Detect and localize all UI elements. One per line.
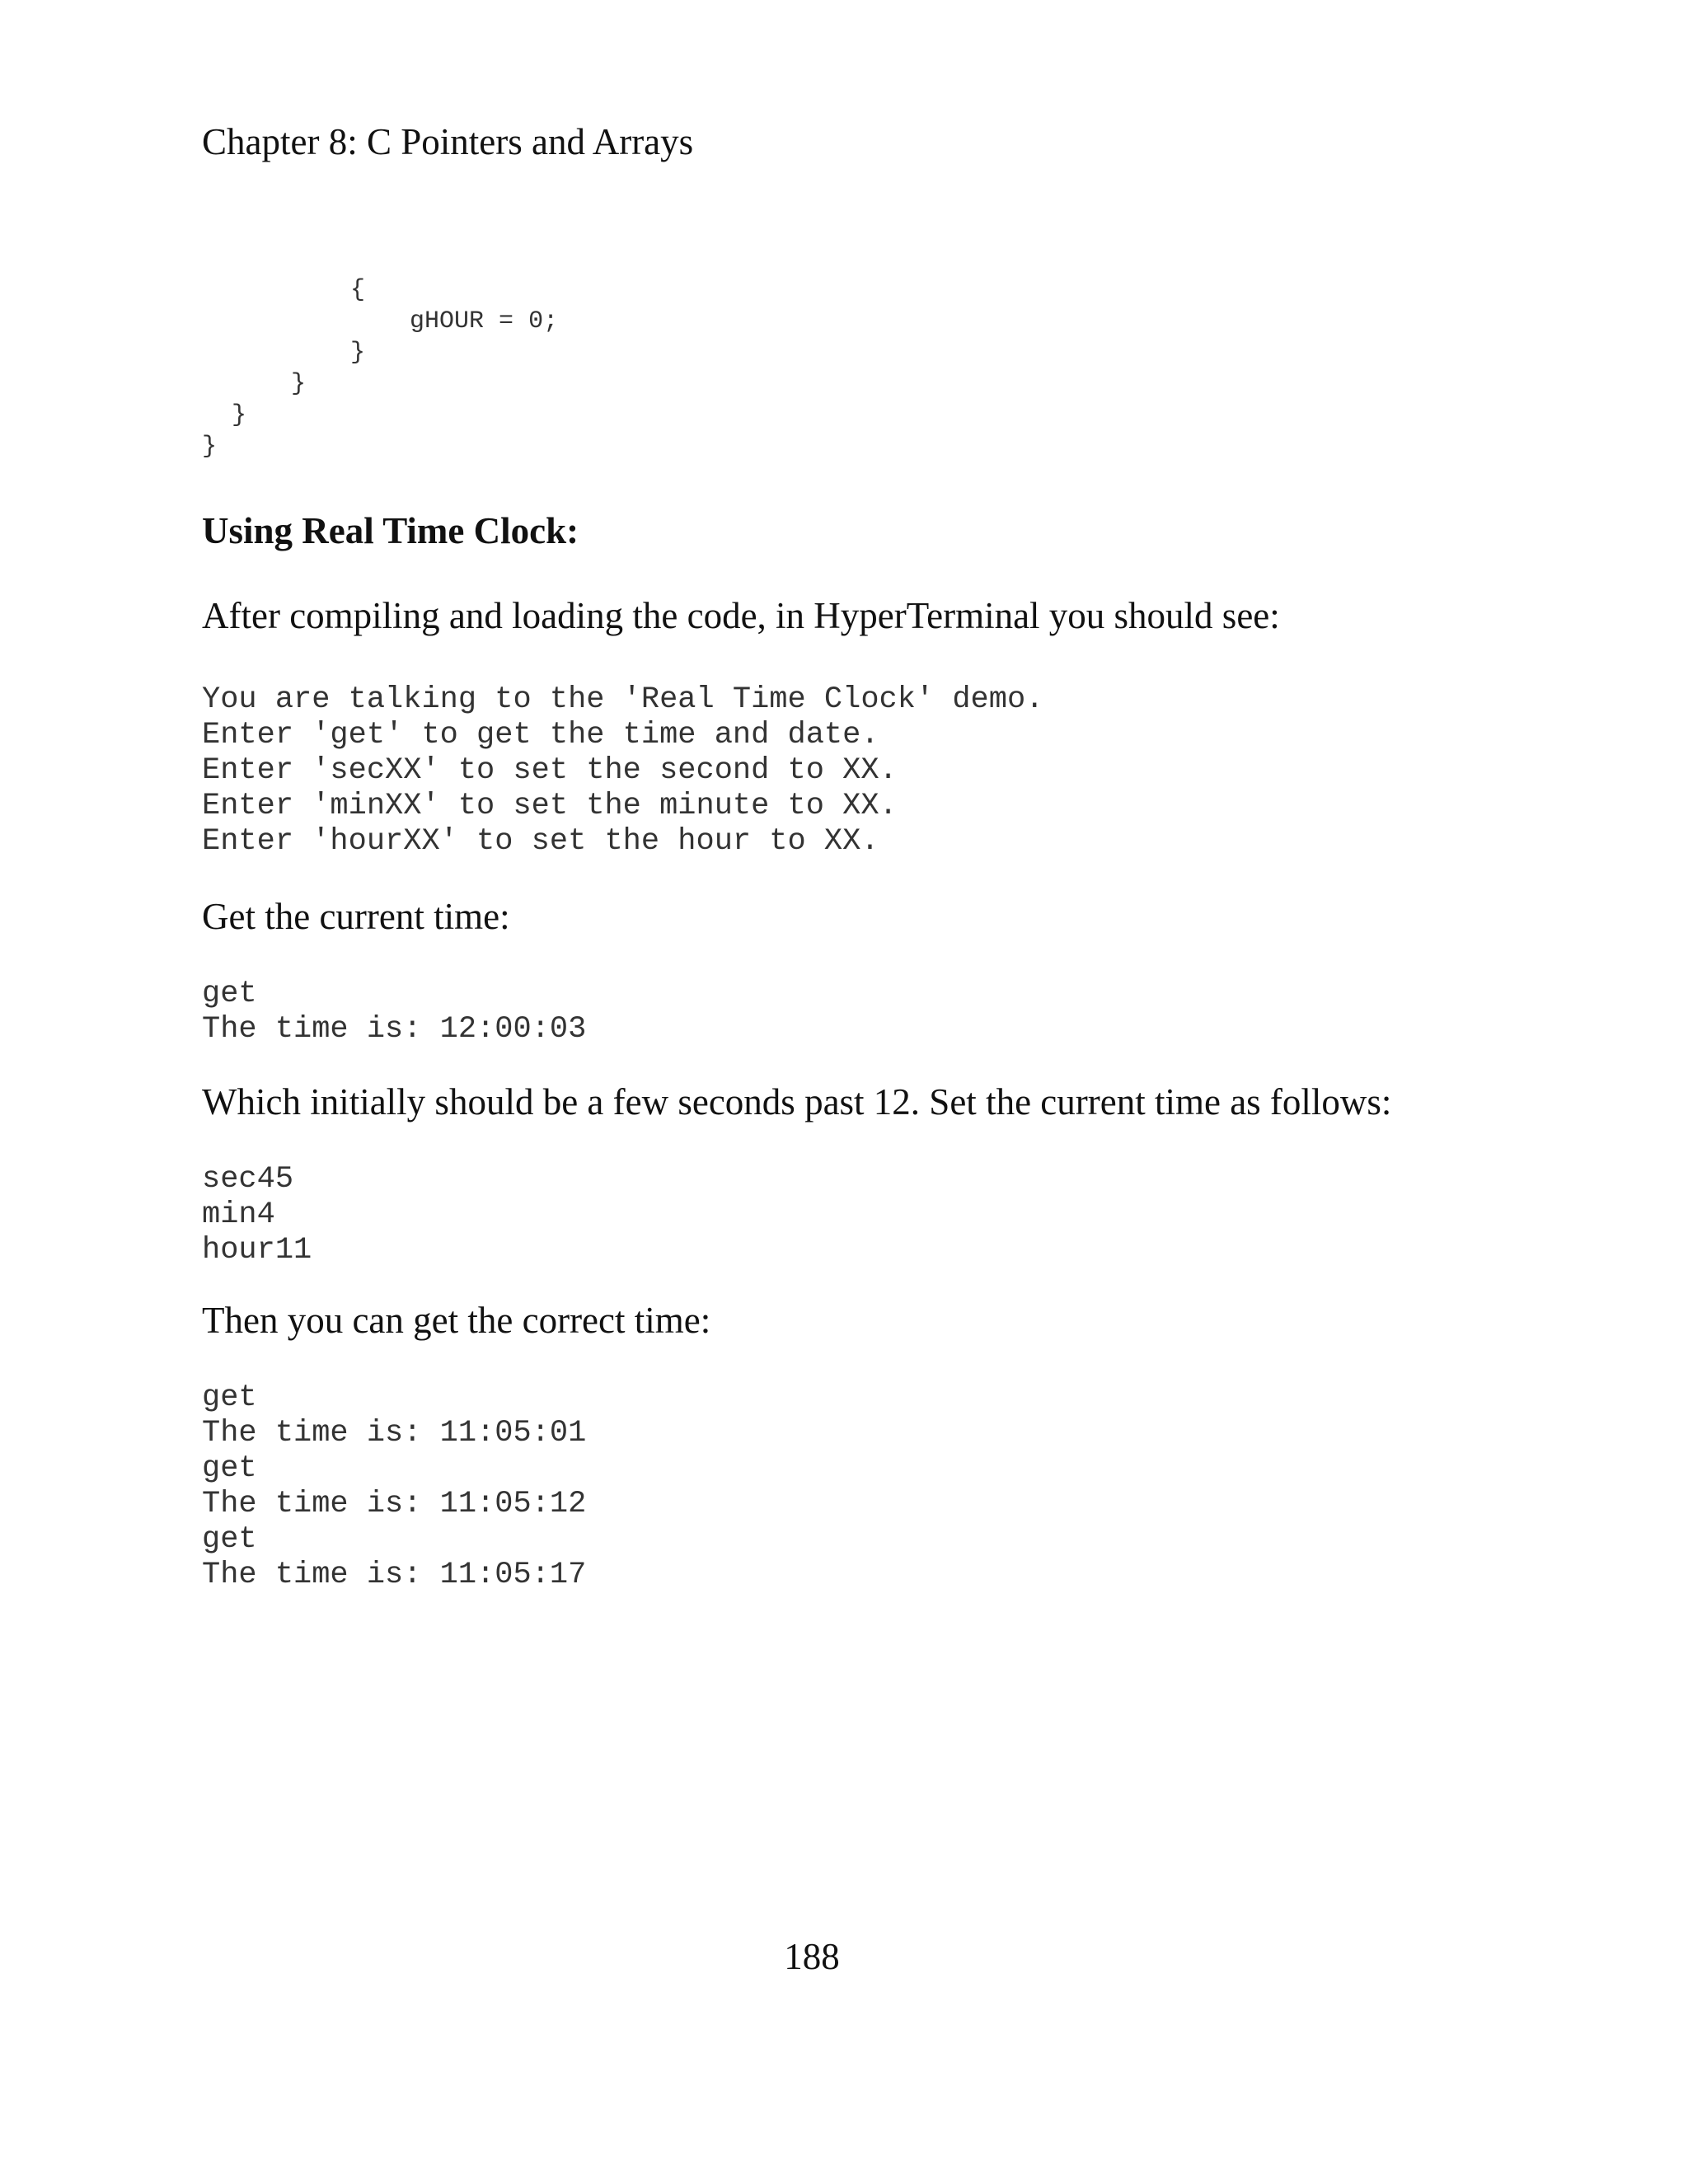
terminal-line: get <box>202 977 257 1011</box>
paragraph-get-current: Get the current time: <box>202 896 510 937</box>
paragraph-after-compile: After compiling and loading the code, in HyperTerminal you should see: <box>202 595 1280 636</box>
terminal-line: The time is: 12:00:03 <box>202 1012 587 1047</box>
terminal-line: sec45 <box>202 1162 294 1197</box>
terminal-intro-output <box>202 682 1043 860</box>
terminal-line: min4 <box>202 1197 275 1232</box>
terminal-line: Enter 'secXX' to set the second to XX. <box>202 753 898 788</box>
terminal-line: Enter 'minXX' to set the minute to XX. <box>202 789 898 823</box>
code-line: } <box>202 433 218 461</box>
terminal-line: get <box>202 1522 257 1557</box>
code-line: } <box>202 401 247 429</box>
section-heading: Using Real Time Clock: <box>202 510 579 551</box>
terminal-line: The time is: 11:05:12 <box>202 1487 587 1521</box>
paragraph-then: Then you can get the correct time: <box>202 1300 711 1341</box>
chapter-title: Chapter 8: C Pointers and Arrays <box>202 121 694 162</box>
terminal-first-get <box>202 977 586 1047</box>
code-fragment <box>202 274 558 462</box>
terminal-line: hour11 <box>202 1233 312 1268</box>
terminal-set-commands <box>202 1162 312 1268</box>
paragraph-initially: Which initially should be a few seconds past 12. Set the current time as follows: <box>202 1081 1392 1122</box>
terminal-line: The time is: 11:05:01 <box>202 1416 587 1451</box>
terminal-later-gets <box>202 1380 586 1593</box>
terminal-line: get <box>202 1380 257 1415</box>
terminal-line: get <box>202 1451 257 1486</box>
terminal-line: You are talking to the 'Real Time Clock' demo. <box>202 682 1044 717</box>
terminal-line: The time is: 11:05:17 <box>202 1558 587 1592</box>
code-line: } <box>202 370 307 398</box>
page-number: 188 <box>784 1936 840 1977</box>
terminal-line: Enter 'hourXX' to set the hour to XX. <box>202 824 879 859</box>
code-line: } <box>202 339 366 367</box>
terminal-line: Enter 'get' to get the time and date. <box>202 718 879 752</box>
code-line: { <box>202 276 366 304</box>
code-line: gHOUR = 0; <box>202 307 559 335</box>
